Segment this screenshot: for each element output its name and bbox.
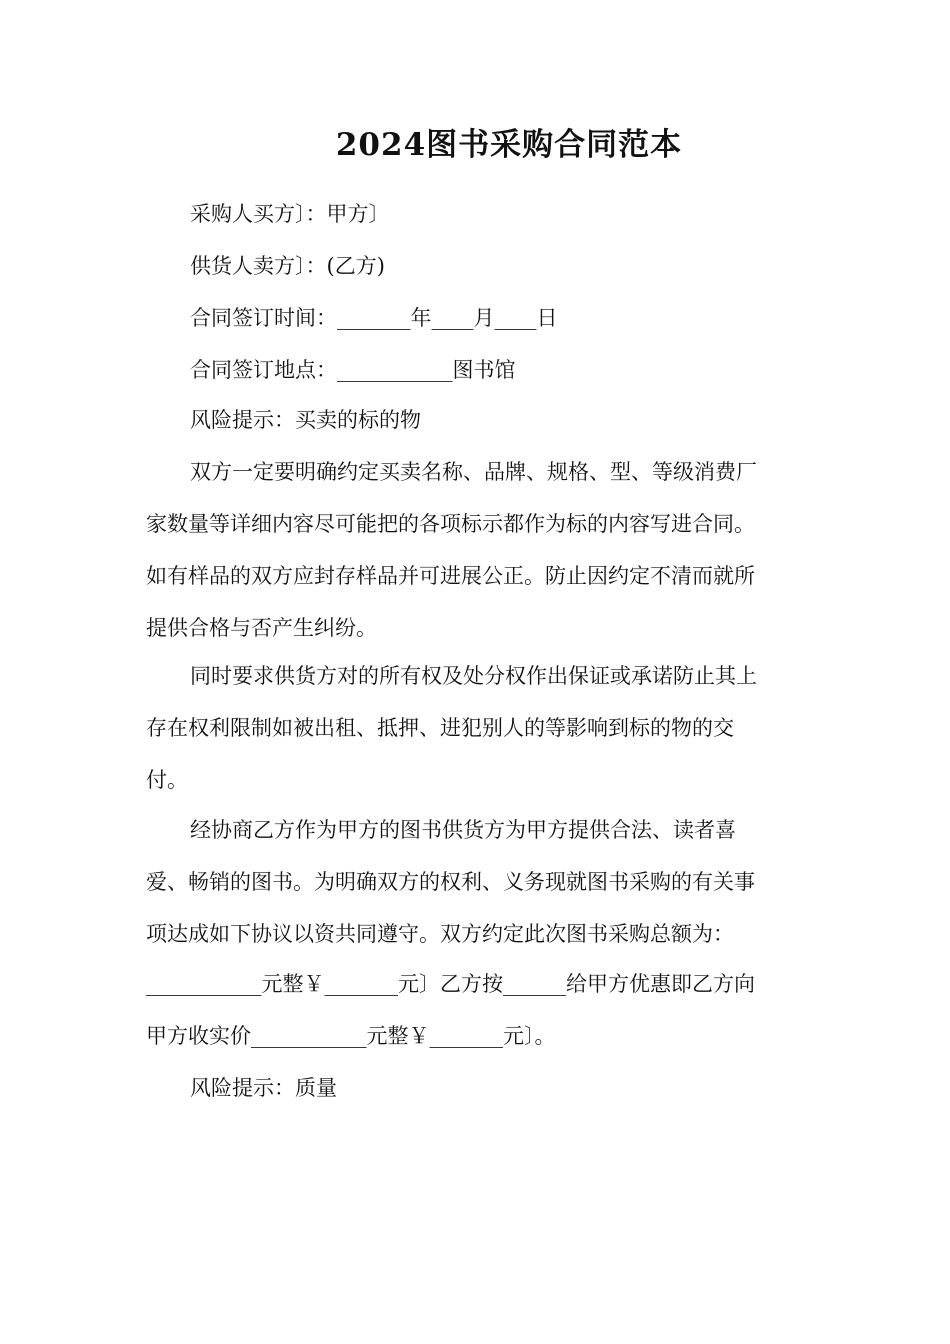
signing-date-line: 合同签订时间：_______年____月____日: [190, 306, 558, 330]
paragraph-line: 存在权利限制如被出租、抵押、进犯别人的等影响到标的物的交: [146, 716, 734, 740]
paragraph-line: 提供合格与否产生纠纷。: [146, 616, 377, 640]
paragraph-line: 付。: [146, 768, 188, 792]
paragraph-line: 双方一定要明确约定买卖名称、品牌、规格、型、等级消费厂: [190, 460, 757, 484]
paragraph-line: 家数量等详细内容尽可能把的各项标示都作为标的内容写进合同。: [146, 512, 755, 536]
paragraph-line: 如有样品的双方应封存样品并可进展公正。防止因约定不清而就所: [146, 564, 755, 588]
paragraph-line: 项达成如下协议以资共同遵守。双方约定此次图书采购总额为：: [146, 922, 734, 946]
seller-line: 供货人卖方〕：(乙方): [190, 254, 385, 278]
paragraph-line: 经协商乙方作为甲方的图书供货方为甲方提供合法、读者喜: [190, 818, 736, 842]
risk-notice-subject: 风险提示：买卖的标的物: [190, 408, 421, 432]
paragraph-line: 甲方收实价___________元整￥_______元〕。: [146, 1024, 556, 1048]
buyer-line: 采购人买方〕：甲方〕: [190, 202, 390, 226]
risk-notice-quality: 风险提示：质量: [190, 1076, 337, 1100]
signing-place-line: 合同签订地点：___________图书馆: [190, 358, 516, 382]
paragraph-line: 爱、畅销的图书。为明确双方的权利、义务现就图书采购的有关事: [146, 870, 755, 894]
paragraph-line: 同时要求供货方对的所有权及处分权作出保证或承诺防止其上: [190, 664, 757, 688]
document-title: 2024图书采购合同范本: [335, 127, 683, 163]
paragraph-line: ___________元整￥_______元〕乙方按______给甲方优惠即乙方向: [146, 972, 755, 996]
